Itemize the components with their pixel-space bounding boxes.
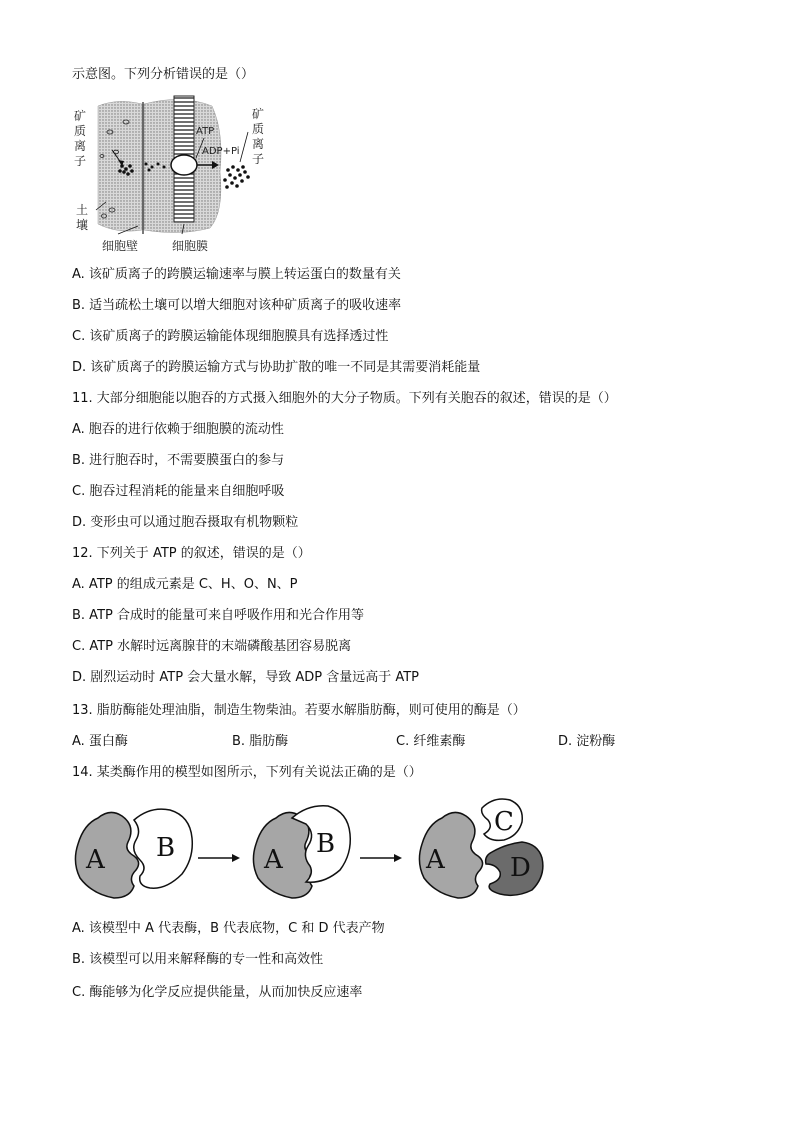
label-soil-1: 土 (76, 203, 89, 217)
q11-option-a: A. 胞吞的进行依赖于细胞膜的流动性 (72, 422, 284, 437)
label-cell-wall: 细胞壁 (102, 239, 139, 253)
q13-option-d: D. 淀粉酶 (558, 734, 616, 749)
label-mineral-left-2: 质 (74, 124, 87, 138)
label-mineral-right-2: 质 (252, 122, 265, 136)
q10-option-d: D. 该矿质离子的跨膜运输方式与协助扩散的唯一不同是其需要消耗能量 (72, 360, 481, 375)
q13-stem: 13. 脂肪酶能处理油脂，制造生物柴油。若要水解脂肪酶，则可使用的酶是（） (72, 703, 526, 718)
q12-stem: 12. 下列关于 ATP 的叙述，错误的是（） (72, 546, 311, 561)
q10-option-c: C. 该矿质离子的跨膜运输能体现细胞膜具有选择透过性 (72, 329, 389, 344)
q11-option-c: C. 胞吞过程消耗的能量来自细胞呼吸 (72, 484, 285, 499)
q12-option-a: A. ATP 的组成元素是 C、H、O、N、P (72, 577, 298, 592)
q11-stem: 11. 大部分细胞能以胞吞的方式摄入细胞外的大分子物质。下列有关胞吞的叙述，错误的是（） (72, 391, 617, 406)
q13-option-c: C. 纤维素酶 (396, 734, 466, 749)
label-mineral-left-1: 矿 (74, 109, 87, 123)
membrane-transport-figure (72, 92, 272, 254)
label-adp: ADP+Pi (202, 146, 240, 157)
q12-option-d: D. 剧烈运动时 ATP 会大量水解，导致 ADP 含量远高于 ATP (72, 670, 420, 685)
model3-label-d: D (510, 853, 531, 883)
q13-option-b: B. 脂肪酶 (232, 734, 289, 749)
q10-option-b: B. 适当疏松土壤可以增大细胞对该种矿质离子的吸收速率 (72, 298, 402, 313)
q12-option-c: C. ATP 水解时远离腺苷的末端磷酸基团容易脱离 (72, 639, 352, 654)
q14-option-a: A. 该模型中 A 代表酶，B 代表底物，C 和 D 代表产物 (72, 921, 385, 936)
label-cell-membrane: 细胞膜 (172, 239, 209, 253)
label-mineral-right-3: 离 (252, 137, 265, 151)
label-mineral-left-4: 子 (74, 154, 87, 168)
q10-option-a: A. 该矿质离子的跨膜运输速率与膜上转运蛋白的数量有关 (72, 267, 401, 282)
model1-label-b: B (156, 833, 176, 863)
question-intro: 示意图。下列分析错误的是（） (72, 67, 255, 82)
label-mineral-left-3: 离 (74, 139, 87, 153)
label-mineral-right-1: 矿 (252, 107, 265, 121)
model2-label-a: A (264, 845, 283, 875)
q13-option-a: A. 蛋白酶 (72, 734, 128, 749)
label-atp: ATP (196, 126, 215, 137)
model3-label-c: C (494, 807, 514, 837)
q12-option-b: B. ATP 合成时的能量可来自呼吸作用和光合作用等 (72, 608, 364, 623)
model2-label-b: B (316, 829, 336, 859)
model3-label-a: A (426, 845, 445, 875)
q11-option-b: B. 进行胞吞时，不需要膜蛋白的参与 (72, 453, 285, 468)
label-mineral-right-4: 子 (252, 152, 265, 166)
enzyme-model-figure (70, 794, 560, 906)
model1-label-a: A (86, 845, 105, 875)
q11-option-d: D. 变形虫可以通过胞吞摄取有机物颗粒 (72, 515, 299, 530)
q14-stem: 14. 某类酶作用的模型如图所示，下列有关说法正确的是（） (72, 765, 422, 780)
q14-option-b: B. 该模型可以用来解释酶的专一性和高效性 (72, 952, 324, 967)
label-soil-2: 壤 (76, 218, 89, 232)
q14-option-c: C. 酶能够为化学反应提供能量，从而加快反应速率 (72, 985, 363, 1000)
